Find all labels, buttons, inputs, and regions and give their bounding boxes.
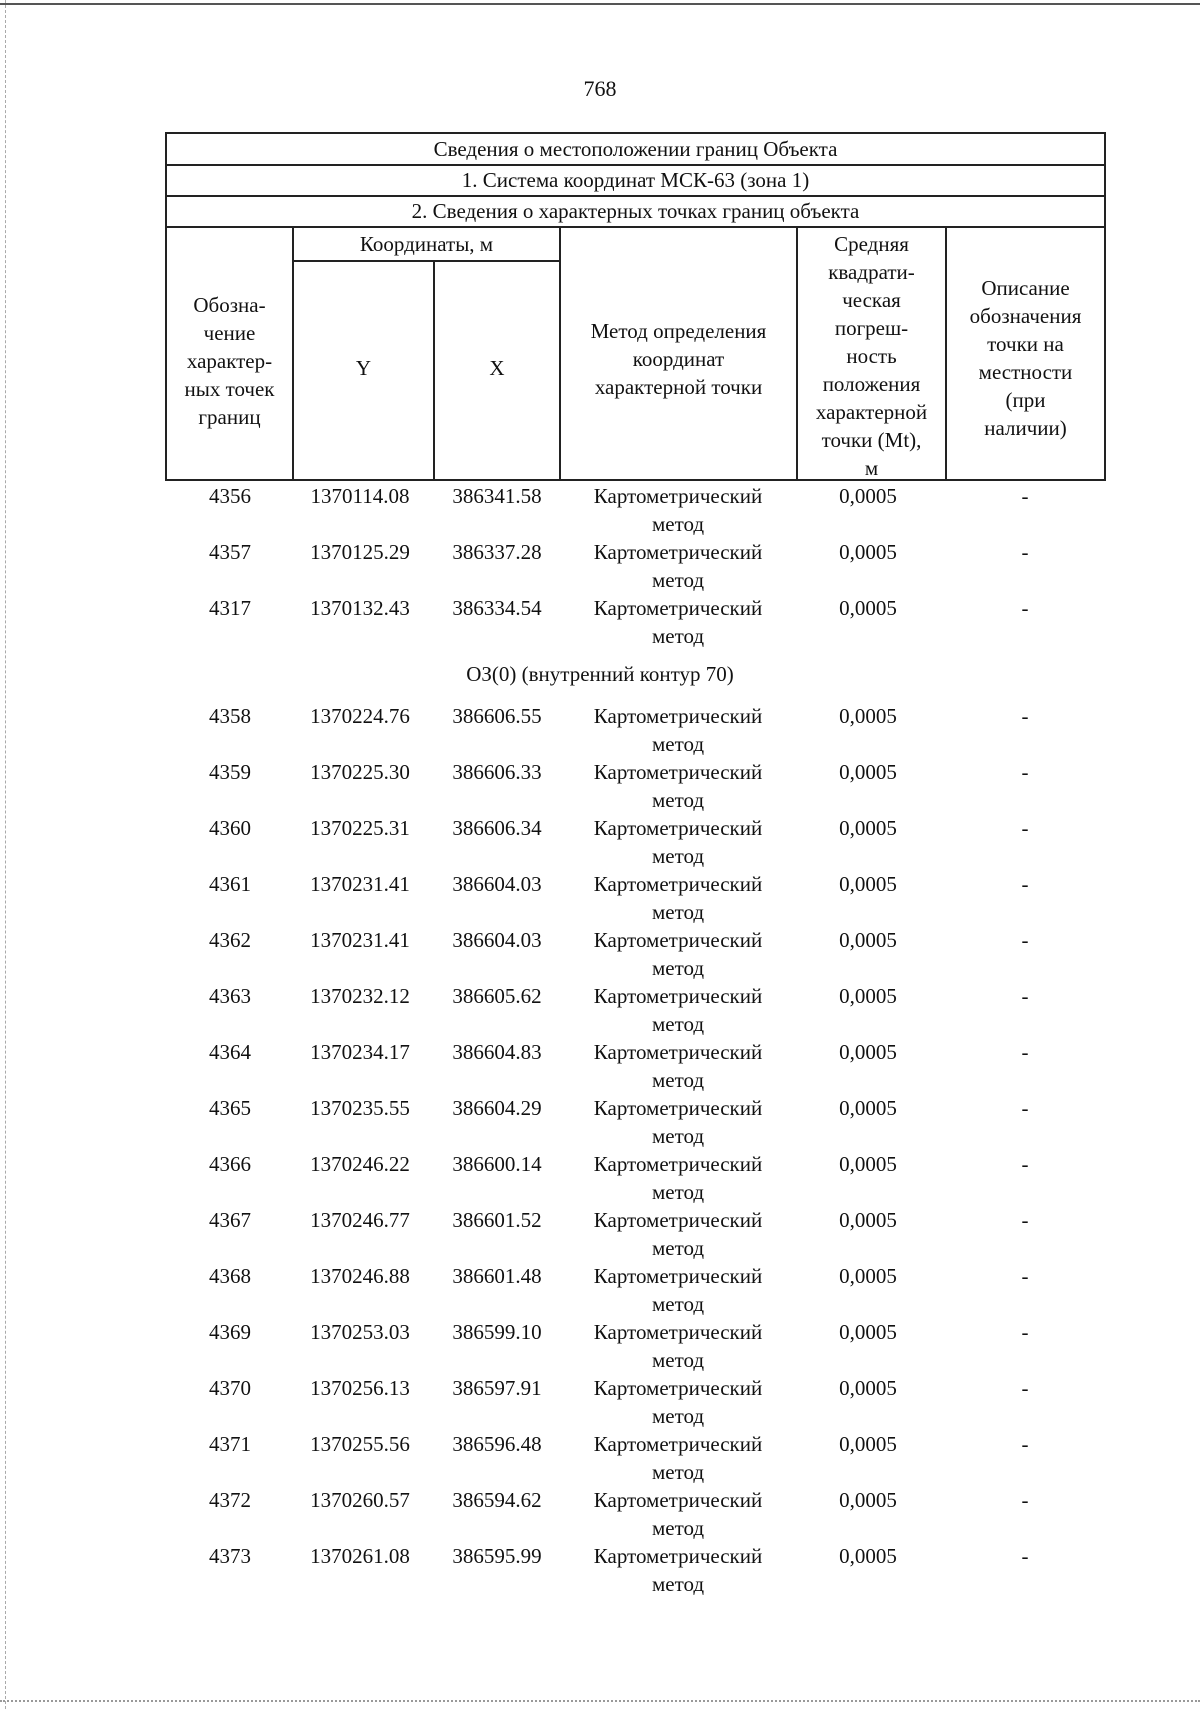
cell-method: Картометрический метод	[593, 928, 763, 980]
cell-y: 1370225.30	[310, 760, 410, 784]
cell-description: -	[1021, 872, 1029, 896]
cell-y: 1370234.17	[310, 1040, 410, 1064]
cell-error: 0,0005	[839, 984, 897, 1008]
cell-y: 1370246.77	[310, 1208, 410, 1232]
coords-header-divider	[292, 260, 561, 262]
cell-error: 0,0005	[839, 1208, 897, 1232]
cell-method: Картометрический метод	[593, 872, 763, 924]
cell-method: Картометрический метод	[593, 1320, 763, 1372]
header-description: Описание обозначения точки на местности (при наличии)	[969, 276, 1082, 440]
scan-edge-bottom	[0, 1700, 1200, 1704]
cell-y: 1370224.76	[310, 704, 410, 728]
cell-x: 386601.48	[452, 1264, 542, 1288]
cell-x: 386604.29	[452, 1096, 542, 1120]
table-row	[0, 1542, 1200, 1598]
cell-point: 4359	[209, 760, 251, 784]
cell-y: 1370225.31	[310, 816, 410, 840]
cell-description: -	[1021, 1208, 1029, 1232]
cell-description: -	[1021, 1488, 1029, 1512]
cell-point: 4368	[209, 1264, 251, 1288]
cell-x: 386604.83	[452, 1040, 542, 1064]
cell-description: -	[1021, 1152, 1029, 1176]
table-row	[0, 702, 1200, 758]
cell-point: 4369	[209, 1320, 251, 1344]
table-row	[0, 926, 1200, 982]
table-row	[0, 1150, 1200, 1206]
cell-method: Картометрический метод	[593, 1264, 763, 1316]
cell-point: 4365	[209, 1096, 251, 1120]
cell-y: 1370246.22	[310, 1152, 410, 1176]
cell-description: -	[1021, 704, 1029, 728]
cell-description: -	[1021, 1544, 1029, 1568]
cell-x: 386596.48	[452, 1432, 542, 1456]
table-row	[0, 870, 1200, 926]
cell-x: 386600.14	[452, 1152, 542, 1176]
cell-point: 4367	[209, 1208, 251, 1232]
cell-method: Картометрический метод	[593, 1544, 763, 1596]
cell-point: 4363	[209, 984, 251, 1008]
table-coordinate-system: 1. Система координат МСК-63 (зона 1)	[167, 165, 1104, 197]
cell-x: 386604.03	[452, 872, 542, 896]
cell-y: 1370114.08	[310, 484, 410, 508]
cell-point: 4360	[209, 816, 251, 840]
cell-x: 386334.54	[452, 596, 542, 620]
cell-error: 0,0005	[839, 1096, 897, 1120]
cell-error: 0,0005	[839, 596, 897, 620]
table-row	[0, 982, 1200, 1038]
cell-point: 4366	[209, 1152, 251, 1176]
cell-x: 386606.55	[452, 704, 542, 728]
cell-x: 386601.52	[452, 1208, 542, 1232]
cell-error: 0,0005	[839, 928, 897, 952]
header-method: Метод определения координат характерной точки	[590, 319, 767, 399]
cell-error: 0,0005	[839, 872, 897, 896]
cell-point: 4358	[209, 704, 251, 728]
cell-x: 386599.10	[452, 1320, 542, 1344]
cell-x: 386597.91	[452, 1376, 542, 1400]
header-x: X	[489, 356, 505, 380]
cell-method: Картометрический метод	[593, 1096, 763, 1148]
table-row	[0, 1430, 1200, 1486]
cell-y: 1370125.29	[310, 540, 410, 564]
cell-x: 386604.03	[452, 928, 542, 952]
cell-y: 1370256.13	[310, 1376, 410, 1400]
cell-y: 1370231.41	[310, 872, 410, 896]
table-row	[0, 1262, 1200, 1318]
header-point: Обозна- чение характер- ных точек границ	[184, 293, 275, 429]
cell-error: 0,0005	[839, 704, 897, 728]
cell-description: -	[1021, 1096, 1029, 1120]
scan-edge-top	[0, 3, 1200, 5]
cell-x: 386605.62	[452, 984, 542, 1008]
cell-method: Картометрический метод	[593, 1040, 763, 1092]
cell-y: 1370260.57	[310, 1488, 410, 1512]
cell-point: 4370	[209, 1376, 251, 1400]
cell-description: -	[1021, 1264, 1029, 1288]
cell-point: 4364	[209, 1040, 251, 1064]
table-row	[0, 538, 1200, 594]
cell-point: 4361	[209, 872, 251, 896]
cell-method: Картометрический метод	[593, 1488, 763, 1540]
table-row	[0, 1206, 1200, 1262]
cell-error: 0,0005	[839, 1040, 897, 1064]
table-row	[0, 1374, 1200, 1430]
cell-x: 386606.34	[452, 816, 542, 840]
cell-point: 4362	[209, 928, 251, 952]
header-error: Средняя квадрати- ческая погреш- ность положения характерной точки (Mt), м	[815, 232, 928, 480]
cell-description: -	[1021, 928, 1029, 952]
cell-description: -	[1021, 1376, 1029, 1400]
table-title: Сведения о местоположении границ Объекта	[167, 134, 1104, 166]
cell-x: 386594.62	[452, 1488, 542, 1512]
cell-y: 1370132.43	[310, 596, 410, 620]
cell-point: 4317	[209, 596, 251, 620]
header-y: Y	[355, 356, 372, 380]
cell-y: 1370255.56	[310, 1432, 410, 1456]
table-row	[0, 1486, 1200, 1542]
table-row	[0, 594, 1200, 650]
table-row	[0, 1094, 1200, 1150]
cell-method: Картометрический метод	[593, 1208, 763, 1260]
cell-point: 4357	[209, 540, 251, 564]
cell-x: 386341.58	[452, 484, 542, 508]
cell-error: 0,0005	[839, 816, 897, 840]
table-row	[0, 1318, 1200, 1374]
cell-error: 0,0005	[839, 484, 897, 508]
cell-point: 4373	[209, 1544, 251, 1568]
cell-description: -	[1021, 1320, 1029, 1344]
cell-x: 386595.99	[452, 1544, 542, 1568]
cell-point: 4356	[209, 484, 251, 508]
cell-y: 1370246.88	[310, 1264, 410, 1288]
cell-method: Картометрический метод	[593, 984, 763, 1036]
cell-y: 1370231.41	[310, 928, 410, 952]
cell-method: Картометрический метод	[593, 540, 763, 592]
cell-x: 386337.28	[452, 540, 542, 564]
cell-error: 0,0005	[839, 1432, 897, 1456]
cell-point: 4371	[209, 1432, 251, 1456]
cell-method: Картометрический метод	[593, 484, 763, 536]
page-number: 768	[583, 76, 617, 101]
cell-method: Картометрический метод	[593, 596, 763, 648]
cell-error: 0,0005	[839, 1152, 897, 1176]
cell-error: 0,0005	[839, 1544, 897, 1568]
cell-error: 0,0005	[839, 760, 897, 784]
cell-error: 0,0005	[839, 1488, 897, 1512]
cell-error: 0,0005	[839, 1320, 897, 1344]
cell-description: -	[1021, 484, 1029, 508]
cell-error: 0,0005	[839, 540, 897, 564]
cell-description: -	[1021, 760, 1029, 784]
cell-point: 4372	[209, 1488, 251, 1512]
cell-description: -	[1021, 984, 1029, 1008]
cell-method: Картометрический метод	[593, 760, 763, 812]
cell-description: -	[1021, 540, 1029, 564]
cell-description: -	[1021, 816, 1029, 840]
table-row	[0, 814, 1200, 870]
cell-error: 0,0005	[839, 1264, 897, 1288]
section-label: ОЗ(0) (внутренний контур 70)	[466, 662, 734, 686]
header-coordinates: Координаты, м	[359, 232, 494, 256]
table-row	[0, 1038, 1200, 1094]
cell-method: Картометрический метод	[593, 816, 763, 868]
cell-method: Картометрический метод	[593, 1432, 763, 1484]
cell-error: 0,0005	[839, 1376, 897, 1400]
cell-y: 1370235.55	[310, 1096, 410, 1120]
cell-x: 386606.33	[452, 760, 542, 784]
cell-method: Картометрический метод	[593, 1376, 763, 1428]
coordinates-table-header	[165, 132, 1106, 481]
table-row	[0, 758, 1200, 814]
cell-method: Картометрический метод	[593, 704, 763, 756]
cell-description: -	[1021, 1432, 1029, 1456]
cell-y: 1370261.08	[310, 1544, 410, 1568]
table-subtitle: 2. Сведения о характерных точках границ объекта	[167, 196, 1104, 228]
cell-description: -	[1021, 596, 1029, 620]
cell-y: 1370232.12	[310, 984, 410, 1008]
table-row	[0, 482, 1200, 538]
cell-description: -	[1021, 1040, 1029, 1064]
cell-y: 1370253.03	[310, 1320, 410, 1344]
cell-method: Картометрический метод	[593, 1152, 763, 1204]
